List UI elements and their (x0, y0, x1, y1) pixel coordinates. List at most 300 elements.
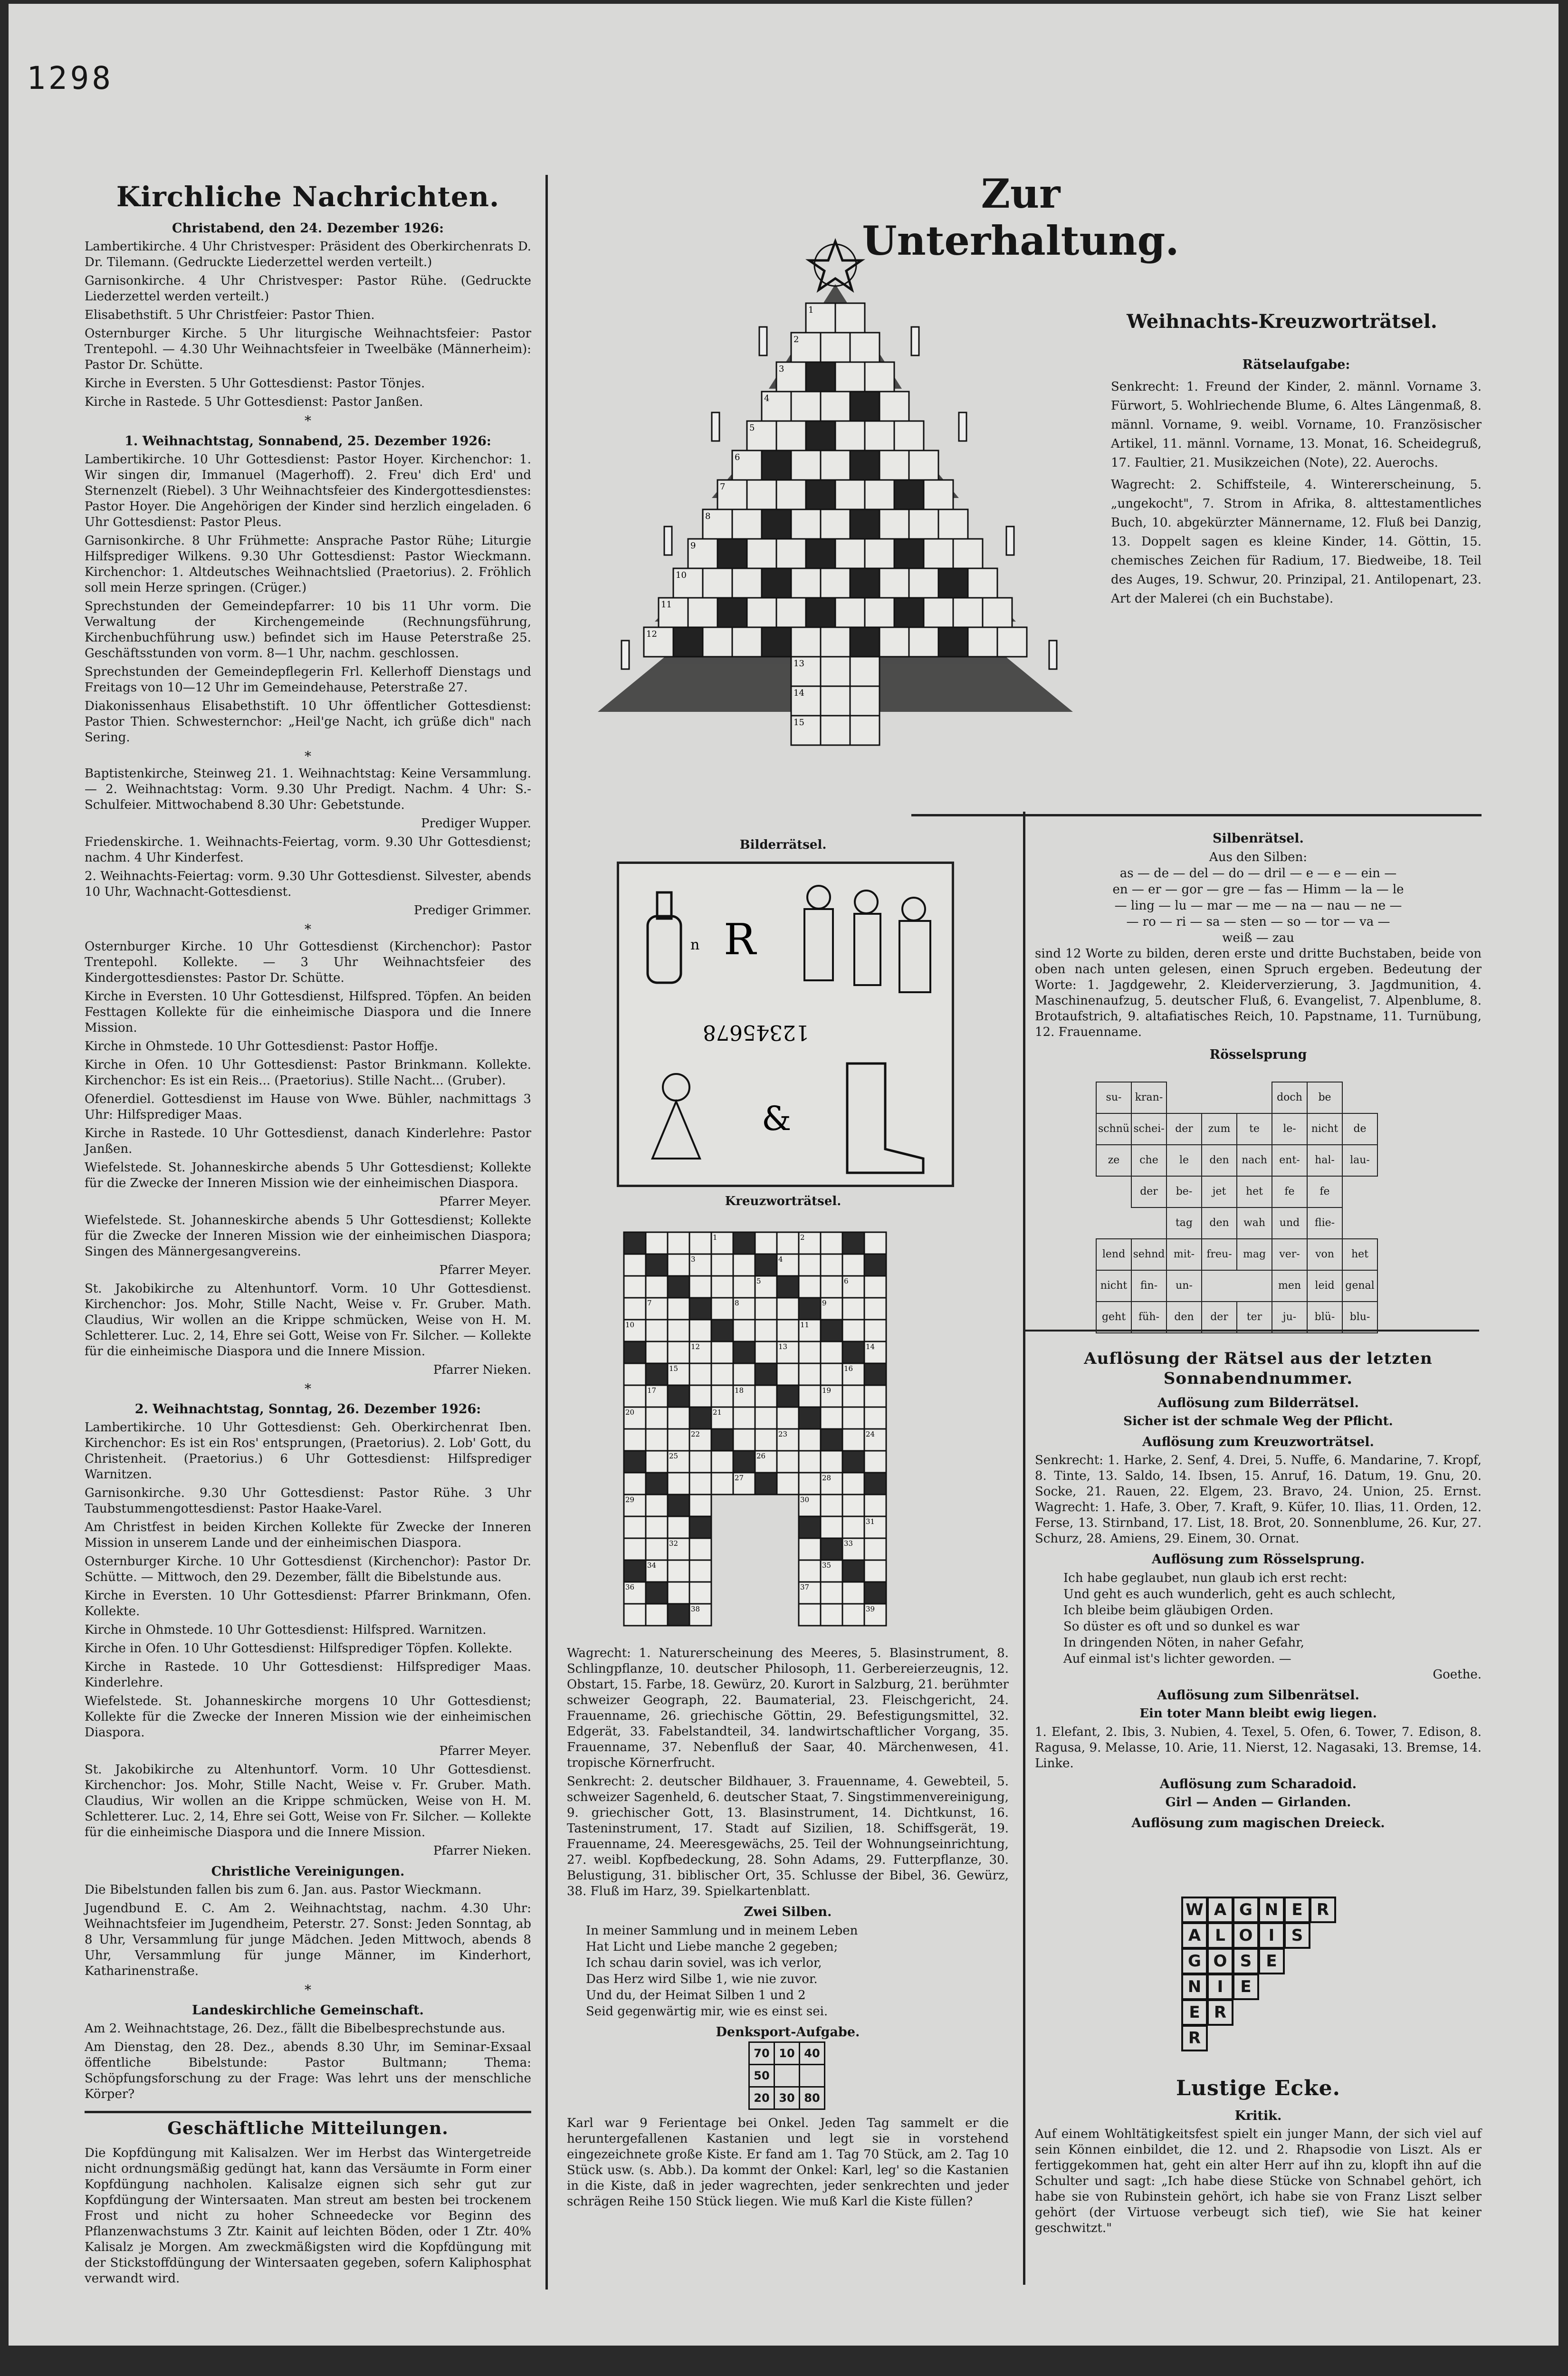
knight-move-cell[interactable]: het (1342, 1238, 1378, 1271)
crossword-cell[interactable] (821, 1538, 842, 1560)
crossword-cell[interactable] (733, 1363, 755, 1385)
crossword-cell[interactable] (668, 1385, 689, 1407)
crossword-cell[interactable] (689, 1232, 711, 1254)
crossword-cell[interactable] (864, 1298, 886, 1320)
crossword-cell[interactable] (842, 1298, 864, 1320)
crossword-cell[interactable] (864, 1582, 886, 1604)
crossword-cell[interactable] (755, 1341, 777, 1363)
knight-move-cell[interactable]: be (1307, 1082, 1343, 1114)
knight-move-cell[interactable]: hal- (1307, 1144, 1343, 1177)
tree-cell[interactable] (835, 362, 865, 392)
crossword-cell[interactable] (624, 1538, 646, 1560)
crossword-cell[interactable] (864, 1495, 886, 1516)
tree-cell[interactable] (909, 627, 938, 657)
crossword-cell[interactable] (689, 1363, 711, 1385)
crossword-cell[interactable] (689, 1451, 711, 1473)
knight-move-cell[interactable]: ter (1236, 1301, 1272, 1333)
knight-move-cell[interactable]: geht (1096, 1301, 1132, 1333)
crossword-cell[interactable] (864, 1276, 886, 1298)
crossword-cell[interactable] (689, 1560, 711, 1582)
tree-cell[interactable] (717, 539, 747, 568)
tree-cell[interactable] (983, 598, 1012, 627)
crossword-cell[interactable] (799, 1429, 821, 1451)
tree-cell[interactable] (835, 539, 865, 568)
crossword-cell[interactable] (711, 1341, 733, 1363)
knight-move-cell[interactable]: blu- (1342, 1301, 1378, 1333)
tree-cell[interactable] (762, 509, 791, 539)
tree-cell[interactable] (850, 333, 880, 362)
crossword-cell[interactable] (646, 1254, 668, 1276)
knight-move-cell[interactable]: doch (1272, 1082, 1308, 1114)
crossword-cell[interactable] (821, 1429, 842, 1451)
crossword-cell[interactable] (864, 1407, 886, 1429)
knight-move-cell[interactable]: genal (1342, 1270, 1378, 1302)
knight-move-cell[interactable]: der (1201, 1301, 1237, 1333)
crossword-cell[interactable] (624, 1276, 646, 1298)
crossword-cell[interactable] (777, 1232, 799, 1254)
crossword-cell[interactable] (668, 1560, 689, 1582)
tree-cell[interactable] (762, 627, 791, 657)
crossword-cell[interactable] (668, 1254, 689, 1276)
crossword-cell[interactable] (624, 1254, 646, 1276)
knight-move-cell[interactable]: den (1166, 1301, 1202, 1333)
knight-move-cell[interactable] (1131, 1207, 1167, 1239)
knight-move-cell[interactable]: le- (1272, 1113, 1308, 1145)
tree-cell[interactable] (865, 362, 894, 392)
knight-move-cell[interactable]: und (1272, 1207, 1308, 1239)
crossword-cell[interactable] (799, 1276, 821, 1298)
knight-move-cell[interactable]: freu- (1201, 1238, 1237, 1271)
crossword-cell[interactable] (689, 1407, 711, 1429)
crossword-cell[interactable] (842, 1451, 864, 1473)
knight-move-cell[interactable]: den (1201, 1207, 1237, 1239)
crossword-cell[interactable] (755, 1473, 777, 1495)
crossword-cell[interactable] (733, 1276, 755, 1298)
crossword-cell[interactable] (799, 1560, 821, 1582)
knight-move-cell[interactable]: su- (1096, 1082, 1132, 1114)
crossword-cell[interactable] (711, 1363, 733, 1385)
crossword-cell[interactable] (799, 1538, 821, 1560)
crossword-cell[interactable] (646, 1538, 668, 1560)
tree-cell[interactable] (865, 539, 894, 568)
crossword-cell[interactable] (733, 1341, 755, 1363)
crossword-cell[interactable] (668, 1582, 689, 1604)
crossword-cell[interactable] (624, 1341, 646, 1363)
crossword-cell[interactable] (842, 1385, 864, 1407)
knight-move-cell[interactable] (1096, 1176, 1132, 1208)
tree-cell[interactable] (894, 539, 924, 568)
knight-move-cell[interactable] (1166, 1082, 1202, 1114)
tree-cell[interactable] (821, 392, 850, 421)
tree-trunk-cell[interactable] (821, 686, 850, 716)
crossword-cell[interactable] (864, 1538, 886, 1560)
crossword-cell[interactable] (689, 1516, 711, 1538)
crossword-cell[interactable] (864, 1363, 886, 1385)
knight-move-cell[interactable] (1236, 1082, 1272, 1114)
crossword-cell[interactable] (821, 1604, 842, 1626)
crossword-cell[interactable] (668, 1516, 689, 1538)
crossword-cell[interactable] (711, 1254, 733, 1276)
tree-cell[interactable] (688, 598, 717, 627)
crossword-cell[interactable] (842, 1407, 864, 1429)
tree-cell[interactable] (806, 598, 835, 627)
knight-move-cell[interactable] (1201, 1082, 1237, 1114)
crossword-cell[interactable] (689, 1298, 711, 1320)
crossword-cell[interactable] (646, 1320, 668, 1341)
crossword-cell[interactable] (646, 1363, 668, 1385)
tree-cell[interactable] (703, 627, 732, 657)
knight-move-cell[interactable]: kran- (1131, 1082, 1167, 1114)
tree-cell[interactable] (850, 450, 880, 480)
crossword-cell[interactable] (711, 1320, 733, 1341)
tree-cell[interactable] (747, 539, 776, 568)
crossword-cell[interactable] (646, 1232, 668, 1254)
crossword-cell[interactable] (733, 1451, 755, 1473)
crossword-cell[interactable] (624, 1451, 646, 1473)
tree-cell[interactable] (821, 450, 850, 480)
tree-cell[interactable] (747, 598, 776, 627)
crossword-cell[interactable] (842, 1254, 864, 1276)
crossword-cell[interactable] (821, 1582, 842, 1604)
tree-cell[interactable] (880, 627, 909, 657)
crossword-cell[interactable] (624, 1560, 646, 1582)
knight-move-cell[interactable]: fin- (1131, 1270, 1167, 1302)
tree-cell[interactable] (732, 568, 762, 598)
crossword-cell[interactable] (646, 1516, 668, 1538)
crossword-cell[interactable] (668, 1232, 689, 1254)
crossword-cell[interactable] (777, 1385, 799, 1407)
tree-cell[interactable] (850, 509, 880, 539)
crossword-cell[interactable] (821, 1341, 842, 1363)
crossword-cell[interactable] (799, 1254, 821, 1276)
tree-cell[interactable] (850, 392, 880, 421)
knight-move-cell[interactable]: der (1166, 1113, 1202, 1145)
crossword-cell[interactable] (842, 1429, 864, 1451)
crossword-cell[interactable] (842, 1516, 864, 1538)
crossword-cell[interactable] (777, 1407, 799, 1429)
crossword-cell[interactable] (646, 1473, 668, 1495)
tree-cell[interactable] (776, 539, 806, 568)
tree-cell[interactable] (776, 421, 806, 450)
crossword-cell[interactable] (624, 1604, 646, 1626)
tree-trunk-cell[interactable] (850, 716, 880, 745)
knight-move-cell[interactable]: wah (1236, 1207, 1272, 1239)
crossword-cell[interactable] (733, 1407, 755, 1429)
tree-cell[interactable] (821, 509, 850, 539)
tree-cell[interactable] (880, 392, 909, 421)
tree-cell[interactable] (835, 480, 865, 509)
tree-cell[interactable] (953, 598, 983, 627)
crossword-cell[interactable] (777, 1298, 799, 1320)
crossword-cell[interactable] (799, 1451, 821, 1473)
tree-cell[interactable] (835, 598, 865, 627)
tree-cell[interactable] (865, 480, 894, 509)
crossword-cell[interactable] (668, 1407, 689, 1429)
tree-cell[interactable] (909, 450, 938, 480)
tree-cell[interactable] (762, 568, 791, 598)
crossword-cell[interactable] (755, 1232, 777, 1254)
crossword-cell[interactable] (864, 1320, 886, 1341)
tree-cell[interactable] (791, 627, 821, 657)
tree-cell[interactable] (938, 568, 968, 598)
crossword-cell[interactable] (711, 1298, 733, 1320)
crossword-cell[interactable] (646, 1407, 668, 1429)
crossword-cell[interactable] (799, 1298, 821, 1320)
crossword-cell[interactable] (733, 1232, 755, 1254)
tree-trunk-cell[interactable] (821, 716, 850, 745)
tree-cell[interactable] (776, 598, 806, 627)
crossword-cell[interactable] (777, 1451, 799, 1473)
crossword-cell[interactable] (777, 1363, 799, 1385)
crossword-cell[interactable] (842, 1604, 864, 1626)
crossword-cell[interactable] (668, 1276, 689, 1298)
tree-cell[interactable] (880, 509, 909, 539)
tree-cell[interactable] (732, 509, 762, 539)
crossword-cell[interactable] (689, 1582, 711, 1604)
tree-cell[interactable] (776, 480, 806, 509)
crossword-cell[interactable] (646, 1582, 668, 1604)
knight-move-cell[interactable]: blü- (1307, 1301, 1343, 1333)
knight-move-cell[interactable]: men (1272, 1270, 1308, 1302)
crossword-cell[interactable] (864, 1451, 886, 1473)
knight-move-cell[interactable]: leid (1307, 1270, 1343, 1302)
knight-move-cell[interactable]: mit- (1166, 1238, 1202, 1271)
crossword-cell[interactable] (624, 1363, 646, 1385)
tree-cell[interactable] (880, 568, 909, 598)
knight-move-cell[interactable] (1236, 1270, 1272, 1302)
tree-cell[interactable] (806, 539, 835, 568)
crossword-cell[interactable] (799, 1385, 821, 1407)
crossword-cell[interactable] (733, 1320, 755, 1341)
knight-move-cell[interactable]: ver- (1272, 1238, 1308, 1271)
tree-cell[interactable] (791, 392, 821, 421)
tree-cell[interactable] (791, 568, 821, 598)
knight-move-cell[interactable]: von (1307, 1238, 1343, 1271)
crossword-cell[interactable] (821, 1276, 842, 1298)
crossword-cell[interactable] (711, 1451, 733, 1473)
crossword-cell[interactable] (799, 1604, 821, 1626)
crossword-cell[interactable] (733, 1429, 755, 1451)
tree-trunk-cell[interactable] (850, 657, 880, 686)
tree-cell[interactable] (953, 539, 983, 568)
crossword-cell[interactable] (821, 1516, 842, 1538)
crossword-cell[interactable] (842, 1320, 864, 1341)
knight-move-cell[interactable] (1342, 1176, 1378, 1208)
tree-cell[interactable] (673, 627, 703, 657)
crossword-cell[interactable] (864, 1254, 886, 1276)
crossword-cell[interactable] (624, 1429, 646, 1451)
tree-cell[interactable] (850, 568, 880, 598)
knight-move-cell[interactable]: nach (1236, 1144, 1272, 1177)
tree-cell[interactable] (968, 568, 997, 598)
knight-move-cell[interactable] (1342, 1207, 1378, 1239)
crossword-cell[interactable] (668, 1341, 689, 1363)
knight-move-cell[interactable]: te (1236, 1113, 1272, 1145)
tree-cell[interactable] (924, 598, 953, 627)
crossword-cell[interactable] (668, 1604, 689, 1626)
crossword-cell[interactable] (711, 1276, 733, 1298)
tree-cell[interactable] (717, 598, 747, 627)
knight-move-cell[interactable]: un- (1166, 1270, 1202, 1302)
crossword-cell[interactable] (668, 1320, 689, 1341)
crossword-cell[interactable] (864, 1560, 886, 1582)
knight-move-cell[interactable]: füh- (1131, 1301, 1167, 1333)
crossword-cell[interactable] (668, 1495, 689, 1516)
knight-move-cell[interactable]: jet (1201, 1176, 1237, 1208)
crossword-cell[interactable] (646, 1451, 668, 1473)
crossword-cell[interactable] (821, 1363, 842, 1385)
tree-trunk-cell[interactable] (850, 686, 880, 716)
knight-move-cell[interactable]: den (1201, 1144, 1237, 1177)
crossword-cell[interactable] (711, 1429, 733, 1451)
tree-cell[interactable] (806, 480, 835, 509)
tree-cell[interactable] (865, 598, 894, 627)
crossword-cell[interactable] (842, 1495, 864, 1516)
crossword-cell[interactable] (755, 1363, 777, 1385)
tree-cell[interactable] (865, 421, 894, 450)
tree-cell[interactable] (894, 480, 924, 509)
crossword-cell[interactable] (689, 1495, 711, 1516)
knight-move-cell[interactable]: mag (1236, 1238, 1272, 1271)
knight-move-cell[interactable]: ju- (1272, 1301, 1308, 1333)
crossword-cell[interactable] (864, 1232, 886, 1254)
crossword-cell[interactable] (777, 1473, 799, 1495)
crossword-cell[interactable] (646, 1495, 668, 1516)
knight-move-cell[interactable]: nicht (1096, 1270, 1132, 1302)
knight-move-cell[interactable]: der (1131, 1176, 1167, 1208)
crossword-cell[interactable] (624, 1516, 646, 1538)
crossword-cell[interactable] (689, 1385, 711, 1407)
tree-cell[interactable] (791, 450, 821, 480)
knight-move-cell[interactable]: schnü (1096, 1113, 1132, 1145)
tree-cell[interactable] (791, 509, 821, 539)
tree-cell[interactable] (806, 362, 835, 392)
crossword-cell[interactable] (777, 1276, 799, 1298)
tree-cell[interactable] (821, 568, 850, 598)
tree-cell[interactable] (806, 421, 835, 450)
crossword-cell[interactable] (842, 1582, 864, 1604)
knight-move-cell[interactable]: lau- (1342, 1144, 1378, 1177)
crossword-cell[interactable] (777, 1320, 799, 1341)
tree-trunk-cell[interactable] (821, 657, 850, 686)
crossword-cell[interactable] (755, 1385, 777, 1407)
tree-cell[interactable] (924, 480, 953, 509)
crossword-cell[interactable] (624, 1232, 646, 1254)
crossword-cell[interactable] (689, 1473, 711, 1495)
tree-cell[interactable] (747, 480, 776, 509)
tree-cell[interactable] (821, 627, 850, 657)
knight-move-cell[interactable]: fe (1272, 1176, 1308, 1208)
crossword-cell[interactable] (755, 1320, 777, 1341)
tree-cell[interactable] (762, 450, 791, 480)
crossword-cell[interactable] (646, 1429, 668, 1451)
crossword-cell[interactable] (668, 1429, 689, 1451)
crossword-cell[interactable] (821, 1254, 842, 1276)
crossword-cell[interactable] (864, 1385, 886, 1407)
crossword-cell[interactable] (821, 1232, 842, 1254)
crossword-cell[interactable] (799, 1363, 821, 1385)
crossword-cell[interactable] (755, 1298, 777, 1320)
knight-move-cell[interactable]: de (1342, 1113, 1378, 1145)
knight-move-cell[interactable]: nicht (1307, 1113, 1343, 1145)
knight-move-cell[interactable]: sehnd (1131, 1238, 1167, 1271)
knight-move-cell[interactable]: be- (1166, 1176, 1202, 1208)
tree-cell[interactable] (938, 509, 968, 539)
crossword-cell[interactable] (755, 1254, 777, 1276)
knight-move-cell[interactable]: ent- (1272, 1144, 1308, 1177)
tree-cell[interactable] (835, 303, 865, 333)
crossword-cell[interactable] (646, 1341, 668, 1363)
tree-cell[interactable] (894, 598, 924, 627)
crossword-cell[interactable] (821, 1320, 842, 1341)
tree-cell[interactable] (835, 421, 865, 450)
crossword-cell[interactable] (624, 1473, 646, 1495)
crossword-cell[interactable] (689, 1320, 711, 1341)
crossword-cell[interactable] (711, 1385, 733, 1407)
crossword-cell[interactable] (799, 1473, 821, 1495)
crossword-cell[interactable] (624, 1385, 646, 1407)
crossword-cell[interactable] (864, 1473, 886, 1495)
knight-move-cell[interactable]: tag (1166, 1207, 1202, 1239)
crossword-cell[interactable] (624, 1298, 646, 1320)
tree-cell[interactable] (732, 627, 762, 657)
crossword-cell[interactable] (668, 1473, 689, 1495)
tree-cell[interactable] (880, 450, 909, 480)
knight-move-cell[interactable]: ze (1096, 1144, 1132, 1177)
knight-move-cell[interactable]: le (1166, 1144, 1202, 1177)
crossword-cell[interactable] (799, 1407, 821, 1429)
crossword-cell[interactable] (842, 1560, 864, 1582)
knight-move-cell[interactable]: fe (1307, 1176, 1343, 1208)
crossword-cell[interactable] (733, 1254, 755, 1276)
crossword-cell[interactable] (711, 1473, 733, 1495)
knight-move-cell[interactable]: che (1131, 1144, 1167, 1177)
crossword-cell[interactable] (821, 1495, 842, 1516)
knight-move-cell[interactable]: flie- (1307, 1207, 1343, 1239)
crossword-cell[interactable] (842, 1473, 864, 1495)
knight-move-cell[interactable]: zum (1201, 1113, 1237, 1145)
knight-move-cell[interactable]: het (1236, 1176, 1272, 1208)
crossword-cell[interactable] (646, 1276, 668, 1298)
tree-cell[interactable] (850, 627, 880, 657)
crossword-cell[interactable] (842, 1232, 864, 1254)
crossword-cell[interactable] (689, 1538, 711, 1560)
tree-cell[interactable] (821, 333, 850, 362)
crossword-cell[interactable] (842, 1341, 864, 1363)
tree-cell[interactable] (703, 568, 732, 598)
crossword-cell[interactable] (799, 1516, 821, 1538)
knight-move-cell[interactable] (1201, 1270, 1237, 1302)
tree-cell[interactable] (909, 509, 938, 539)
tree-cell[interactable] (997, 627, 1027, 657)
tree-cell[interactable] (938, 627, 968, 657)
tree-cell[interactable] (924, 539, 953, 568)
crossword-cell[interactable] (799, 1341, 821, 1363)
knight-move-cell[interactable]: schei- (1131, 1113, 1167, 1145)
crossword-cell[interactable] (646, 1604, 668, 1626)
crossword-cell[interactable] (755, 1407, 777, 1429)
tree-cell[interactable] (909, 568, 938, 598)
crossword-cell[interactable] (821, 1451, 842, 1473)
crossword-cell[interactable] (755, 1429, 777, 1451)
tree-cell[interactable] (968, 627, 997, 657)
crossword-cell[interactable] (821, 1407, 842, 1429)
tree-cell[interactable] (894, 421, 924, 450)
crossword-cell[interactable] (668, 1298, 689, 1320)
knight-move-cell[interactable] (1096, 1207, 1132, 1239)
crossword-cell[interactable] (689, 1276, 711, 1298)
knight-move-cell[interactable]: lend (1096, 1238, 1132, 1271)
